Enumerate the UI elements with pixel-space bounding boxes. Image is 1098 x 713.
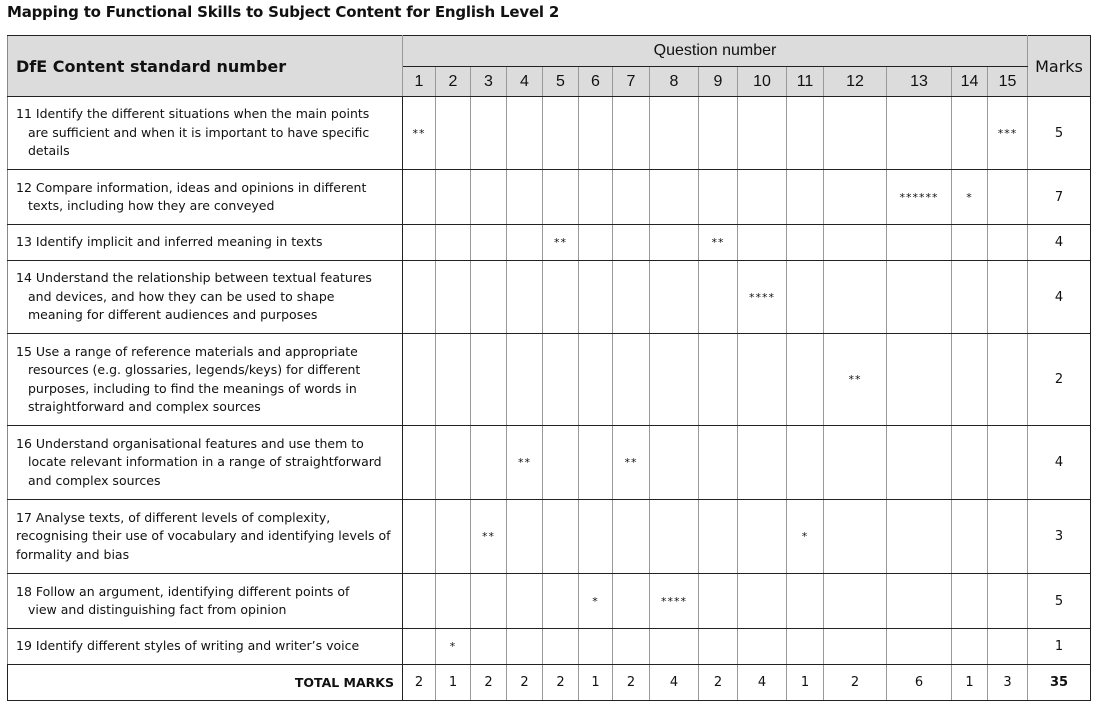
question-6-cell: * [579, 574, 613, 629]
table-row [8, 170, 1091, 225]
question-2-cell [436, 334, 471, 426]
question-12-cell [824, 629, 887, 665]
question-9-total: 2 [699, 665, 738, 701]
row-marks: 7 [1028, 170, 1091, 225]
question-15-cell [988, 574, 1028, 629]
question-5-header: 5 [543, 67, 579, 97]
dfe-header: DfE Content standard number [8, 36, 403, 97]
question-3-cell [471, 225, 507, 261]
question-1-cell [403, 426, 436, 500]
question-6-cell [579, 170, 613, 225]
question-8-cell [650, 334, 699, 426]
question-10-cell [738, 225, 787, 261]
content-standard-cell [8, 574, 403, 629]
standard-text: 11 Identify the different situations when the main points [16, 106, 370, 122]
question-5-cell [543, 261, 579, 334]
question-14-cell [952, 629, 988, 665]
standard-text: 12 Compare information, ideas and opinions in different [16, 179, 367, 195]
totals-row [8, 665, 1091, 701]
question-4-cell [507, 574, 543, 629]
question-7-header: 7 [613, 67, 650, 97]
table-row [8, 334, 1091, 426]
question-14-cell [952, 97, 988, 170]
question-9-cell [699, 170, 738, 225]
question-4-cell: ** [507, 426, 543, 500]
question-12-cell [824, 97, 887, 170]
question-2-cell [436, 170, 471, 225]
standard-text: 16 Understand organisational features and use them to [16, 435, 364, 451]
question-13-cell [887, 225, 952, 261]
question-10-cell [738, 426, 787, 500]
question-3-header: 3 [471, 67, 507, 97]
row-marks: 4 [1028, 261, 1091, 334]
question-1-cell [403, 261, 436, 334]
table-row [8, 629, 1091, 665]
question-14-total: 1 [952, 665, 988, 701]
question-5-total: 2 [543, 665, 579, 701]
table-row [8, 574, 1091, 629]
row-marks: 4 [1028, 225, 1091, 261]
question-12-cell [824, 426, 887, 500]
question-4-header: 4 [507, 67, 543, 97]
question-11-cell [787, 170, 824, 225]
question-15-cell [988, 629, 1028, 665]
question-9-cell [699, 97, 738, 170]
question-1-total: 2 [403, 665, 436, 701]
question-3-total: 2 [471, 665, 507, 701]
content-standard-cell [8, 629, 403, 665]
question-6-cell [579, 629, 613, 665]
question-7-cell [613, 629, 650, 665]
question-7-cell [613, 574, 650, 629]
question-8-cell [650, 97, 699, 170]
question-13-cell [887, 97, 952, 170]
question-1-cell [403, 170, 436, 225]
question-2-cell [436, 500, 471, 574]
standard-text: 18 Follow an argument, identifying different points of [16, 583, 350, 599]
question-5-cell [543, 97, 579, 170]
question-10-cell [738, 500, 787, 574]
question-7-cell [613, 261, 650, 334]
question-6-cell [579, 426, 613, 500]
question-4-cell [507, 225, 543, 261]
standard-text-continued: are sufficient and when it is important to have specific details [28, 124, 370, 159]
question-1-cell [403, 225, 436, 261]
question-8-cell [650, 629, 699, 665]
question-4-cell [507, 97, 543, 170]
question-1-cell [403, 334, 436, 426]
question-10-cell [738, 170, 787, 225]
question-12-cell [824, 574, 887, 629]
question-5-cell [543, 629, 579, 665]
question-13-total: 6 [887, 665, 952, 701]
standard-text-continued: texts, including how they are conveyed [28, 198, 275, 213]
question-4-cell [507, 629, 543, 665]
question-13-cell [887, 334, 952, 426]
standard-text-continued: locate relevant information in a range of straightforward and complex sources [28, 454, 382, 488]
question-11-cell: * [787, 500, 824, 574]
question-14-cell [952, 225, 988, 261]
standard-text-continued: resources (e.g. glossaries, legends/keys) for different purposes, including to find the meanings of words in straightforward and complex sources [28, 362, 361, 414]
question-6-cell [579, 97, 613, 170]
question-8-total: 4 [650, 665, 699, 701]
question-14-cell [952, 574, 988, 629]
question-9-cell [699, 261, 738, 334]
table-row [8, 500, 1091, 574]
question-2-cell: * [436, 629, 471, 665]
question-3-cell [471, 574, 507, 629]
question-14-header: 14 [952, 67, 988, 97]
question-1-header: 1 [403, 67, 436, 97]
content-standard-cell [8, 500, 403, 574]
grand-total-marks: 35 [1028, 665, 1091, 701]
question-13-header: 13 [887, 67, 952, 97]
table-row [8, 261, 1091, 334]
question-12-cell [824, 170, 887, 225]
total-marks-label: TOTAL MARKS [8, 665, 403, 701]
question-8-cell: **** [650, 574, 699, 629]
question-1-cell [403, 500, 436, 574]
question-14-cell [952, 500, 988, 574]
mapping-table [7, 35, 1091, 701]
table-row [8, 225, 1091, 261]
question-10-cell: **** [738, 261, 787, 334]
question-2-header: 2 [436, 67, 471, 97]
question-6-cell [579, 500, 613, 574]
question-10-cell [738, 574, 787, 629]
question-15-cell [988, 334, 1028, 426]
question-9-cell [699, 574, 738, 629]
question-5-cell [543, 574, 579, 629]
question-11-cell [787, 225, 824, 261]
question-9-cell [699, 500, 738, 574]
question-13-cell [887, 574, 952, 629]
question-7-cell [613, 225, 650, 261]
question-3-cell [471, 170, 507, 225]
question-5-cell [543, 426, 579, 500]
question-8-cell [650, 170, 699, 225]
question-15-cell [988, 500, 1028, 574]
question-13-cell [887, 500, 952, 574]
row-marks: 5 [1028, 574, 1091, 629]
question-3-cell [471, 97, 507, 170]
question-number-header: Question number [403, 36, 1028, 67]
question-12-cell: ** [824, 334, 887, 426]
question-2-cell [436, 574, 471, 629]
question-4-cell [507, 500, 543, 574]
question-4-cell [507, 261, 543, 334]
question-2-cell [436, 225, 471, 261]
question-14-cell [952, 334, 988, 426]
question-8-cell [650, 500, 699, 574]
standard-text-continued: and devices, and how they can be used to shape meaning for different audiences and purposes [28, 288, 335, 323]
question-7-total: 2 [613, 665, 650, 701]
question-5-cell [543, 334, 579, 426]
standard-text: 19 Identify different styles of writing and writer’s voice [16, 638, 360, 654]
standard-text: 17 Analyse texts, of different levels of complexity, recognising their use of vocabulary and identifying levels of formality and bias [16, 509, 391, 562]
question-7-cell: ** [613, 426, 650, 500]
question-10-total: 4 [738, 665, 787, 701]
content-standard-cell [8, 97, 403, 170]
question-1-cell: ** [403, 97, 436, 170]
question-11-header: 11 [787, 67, 824, 97]
question-15-cell [988, 170, 1028, 225]
standard-text: 14 Understand the relationship between textual features [16, 270, 372, 286]
row-marks: 4 [1028, 426, 1091, 500]
question-12-cell [824, 261, 887, 334]
question-8-cell [650, 225, 699, 261]
question-15-total: 3 [988, 665, 1028, 701]
question-9-cell [699, 426, 738, 500]
question-4-cell [507, 170, 543, 225]
question-11-cell [787, 97, 824, 170]
question-6-total: 1 [579, 665, 613, 701]
question-8-cell [650, 426, 699, 500]
question-15-cell [988, 261, 1028, 334]
question-12-cell [824, 225, 887, 261]
row-marks: 5 [1028, 97, 1091, 170]
question-15-cell [988, 225, 1028, 261]
question-2-cell [436, 261, 471, 334]
question-7-cell [613, 170, 650, 225]
question-3-cell [471, 334, 507, 426]
table-row [8, 426, 1091, 500]
question-10-cell [738, 97, 787, 170]
question-10-cell [738, 629, 787, 665]
question-15-header: 15 [988, 67, 1028, 97]
question-3-cell: ** [471, 500, 507, 574]
question-5-cell [543, 170, 579, 225]
question-6-cell [579, 261, 613, 334]
question-4-cell [507, 334, 543, 426]
question-7-cell [613, 334, 650, 426]
question-1-cell [403, 574, 436, 629]
question-14-cell [952, 426, 988, 500]
question-11-cell [787, 261, 824, 334]
question-2-total: 1 [436, 665, 471, 701]
question-15-cell: *** [988, 97, 1028, 170]
standard-text: 15 Use a range of reference materials and appropriate [16, 343, 358, 359]
content-standard-cell [8, 170, 403, 225]
question-3-cell [471, 426, 507, 500]
content-standard-cell [8, 426, 403, 500]
question-1-cell [403, 629, 436, 665]
question-5-cell: ** [543, 225, 579, 261]
row-marks: 2 [1028, 334, 1091, 426]
question-8-header: 8 [650, 67, 699, 97]
question-6-cell [579, 225, 613, 261]
content-standard-cell [8, 261, 403, 334]
question-11-cell [787, 334, 824, 426]
question-6-header: 6 [579, 67, 613, 97]
question-4-total: 2 [507, 665, 543, 701]
marks-header: Marks [1028, 36, 1091, 97]
standard-text: 13 Identify implicit and inferred meaning in texts [16, 234, 323, 250]
content-standard-cell [8, 225, 403, 261]
question-10-cell [738, 334, 787, 426]
question-11-total: 1 [787, 665, 824, 701]
question-14-cell [952, 261, 988, 334]
question-13-cell: ****** [887, 170, 952, 225]
question-13-cell [887, 261, 952, 334]
question-7-cell [613, 500, 650, 574]
question-12-header: 12 [824, 67, 887, 97]
question-15-cell [988, 426, 1028, 500]
row-marks: 3 [1028, 500, 1091, 574]
question-2-cell [436, 97, 471, 170]
standard-text-continued: view and distinguishing fact from opinion [28, 602, 287, 617]
question-9-header: 9 [699, 67, 738, 97]
question-3-cell [471, 261, 507, 334]
question-12-cell [824, 500, 887, 574]
question-11-cell [787, 574, 824, 629]
table-row [8, 97, 1091, 170]
question-9-cell [699, 334, 738, 426]
question-14-cell: * [952, 170, 988, 225]
question-13-cell [887, 426, 952, 500]
question-8-cell [650, 261, 699, 334]
question-6-cell [579, 334, 613, 426]
content-standard-cell [8, 334, 403, 426]
question-11-cell [787, 629, 824, 665]
question-9-cell [699, 629, 738, 665]
question-11-cell [787, 426, 824, 500]
question-13-cell [887, 629, 952, 665]
question-7-cell [613, 97, 650, 170]
question-5-cell [543, 500, 579, 574]
question-9-cell: ** [699, 225, 738, 261]
question-10-header: 10 [738, 67, 787, 97]
row-marks: 1 [1028, 629, 1091, 665]
page-title: Mapping to Functional Skills to Subject Content for English Level 2 [7, 3, 560, 21]
question-3-cell [471, 629, 507, 665]
question-12-total: 2 [824, 665, 887, 701]
question-2-cell [436, 426, 471, 500]
